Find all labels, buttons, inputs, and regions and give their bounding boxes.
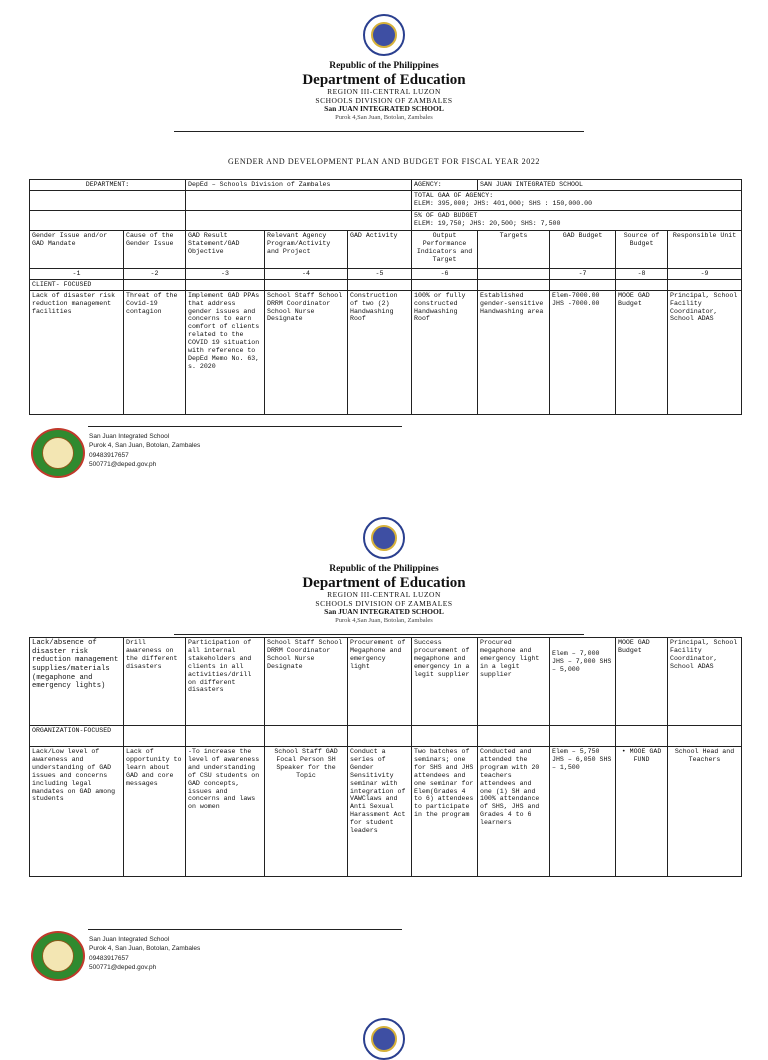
republic-line: Republic of the Philippines (329, 61, 439, 71)
table-cell: Elem – 7,000 JHS – 7,000 SHS – 5,000 (550, 638, 616, 726)
school-logo-icon (31, 428, 85, 478)
column-header: Responsible Unit (668, 230, 742, 268)
table-cell: Procured megaphone and emergency light in a legit supplier (478, 638, 550, 726)
section-label-organization: ORGANIZATION-FOCUSED (30, 726, 124, 747)
table-cell: Implement GAD PPAs that address gender issues and concerns to earn comfort of clients related to the COVID 19 situation with reference to DepEd Memo No. 63, s. 2020 (186, 290, 265, 414)
table-cell: 100% or fully constructed Handwashing Roof (412, 290, 478, 414)
gad-plan-table (29, 179, 742, 415)
column-number (478, 268, 550, 279)
table-cell: Success procurement of megaphone and emergency in a legit supplier (412, 638, 478, 726)
footer-address: Purok 4, San Juan, Botolan, Zambales (89, 442, 201, 450)
plan-title: GENDER AND DEVELOPMENT PLAN AND BUDGET FOR FISCAL YEAR 2022 (227, 157, 541, 166)
total-gaa-value: ELEM: 395,000; JHS: 401,000; SHS : 150,000.00 (414, 199, 593, 207)
department-value: DepEd – Schools Division of Zambales (186, 180, 412, 191)
column-number: -9 (668, 268, 742, 279)
column-number: -8 (616, 268, 668, 279)
republic-line: Republic of the Philippines (329, 564, 439, 574)
agency-value: SAN JUAN INTEGRATED SCHOOL (478, 180, 742, 191)
column-header: GAD Activity (348, 230, 412, 268)
school-line: San JUAN INTEGRATED SCHOOL (324, 104, 444, 114)
table-row (30, 747, 742, 877)
region-line: REGION III-CENTRAL LUZON (327, 590, 441, 600)
table-row (30, 290, 742, 414)
footer-school: San Juan Integrated School (89, 433, 170, 440)
table-cell: Drill awareness on the different disasters (124, 638, 186, 726)
table-cell: Lack/Low level of awareness and understanding of GAD issues and concerns including legal mandates on GAD among students (30, 747, 124, 877)
gad-budget-label: 5% OF GAD BUDGET (414, 211, 478, 219)
footer-email: 500771@deped.gov.ph (89, 964, 157, 972)
column-header-row (30, 230, 742, 268)
table-cell: MOOE GAD Budget (616, 638, 668, 726)
table-cell: School Staff GAD Focal Person SH Speaker for the Topic (265, 747, 348, 877)
column-header: Targets (478, 230, 550, 268)
header-divider (174, 131, 584, 132)
department-title: Department of Education (302, 574, 466, 591)
table-cell: Principal, School Facility Coordinator, School ADAS (668, 638, 742, 726)
total-gaa-cell (412, 190, 742, 210)
address-line: Purok 4,San Juan, Botolan, Zambales (335, 616, 433, 624)
table-cell: Lack/absence of disaster risk reduction management supplies/materials (megaphone and emergency lights) (30, 638, 124, 726)
footer-email: 500771@deped.gov.ph (89, 461, 157, 469)
table-cell: Procurement of Megaphone and emergency light (348, 638, 412, 726)
table-cell: • MOOE GAD FUND (616, 747, 668, 877)
region-line: REGION III-CENTRAL LUZON (327, 87, 441, 97)
school-logo-icon (31, 931, 85, 981)
table-cell: Threat of the Covid-19 contagion (124, 290, 186, 414)
column-header: Relevant Agency Program/Activity and Project (265, 230, 348, 268)
table-cell: Construction of two (2) Handwashing Roof (348, 290, 412, 414)
table-cell: School Staff School DRRM Coordinator School Nurse Designate (265, 638, 348, 726)
column-header: GAD Result Statement/GAD Objective (186, 230, 265, 268)
column-number: -4 (265, 268, 348, 279)
column-number: -6 (412, 268, 478, 279)
footer-divider (88, 929, 402, 930)
column-number: -1 (30, 268, 124, 279)
footer-divider (88, 426, 402, 427)
letterhead (0, 61, 768, 121)
table-row (30, 638, 742, 726)
table-cell: Elem – 5,750 JHS – 6,050 SHS – 1,500 (550, 747, 616, 877)
footer-phone: 09483917657 (89, 954, 129, 962)
table-cell: MOOE GAD Budget (616, 290, 668, 414)
column-number: -2 (124, 268, 186, 279)
letterhead (0, 564, 768, 624)
footer-phone: 09483917657 (89, 451, 129, 459)
division-line: SCHOOLS DIVISION OF ZAMBALES (315, 95, 453, 105)
table-cell: Conducted and attended the program with 20 teachers attendees and one (1) SH and 100% attendance of SHS, JHS and Grades 4 to 6 learners (478, 747, 550, 877)
gad-plan-table-continued (29, 637, 742, 877)
table-cell: Established gender-sensitive Handwashing area (478, 290, 550, 414)
section-label-client: CLIENT- FOCUSED (30, 279, 124, 290)
table-cell: Conduct a series of Gender Sensitivity seminar with integration of VAWClaws and Anti Sexual Harassment Act for student leaders (348, 747, 412, 877)
footer-address: Purok 4, San Juan, Botolan, Zambales (89, 945, 201, 953)
table-cell: Lack of opportunity to learn about GAD and core messages (124, 747, 186, 877)
deped-seal-icon (363, 14, 405, 56)
gad-budget-cell (412, 210, 742, 230)
agency-label: AGENCY: (412, 180, 478, 191)
division-line: SCHOOLS DIVISION OF ZAMBALES (315, 598, 453, 608)
table-cell: Participation of all internal stakeholders and clients in all activities/drill on different disasters (186, 638, 265, 726)
address-line: Purok 4,San Juan, Botolan, Zambales (335, 113, 433, 121)
column-number-row (30, 268, 742, 279)
table-cell: Lack of disaster risk reduction management facilities (30, 290, 124, 414)
gad-budget-value: ELEM: 19,750; JHS: 20,500; SHS: 7,500 (414, 219, 561, 227)
column-header: Gender Issue and/or GAD Mandate (30, 230, 124, 268)
column-number: -3 (186, 268, 265, 279)
column-header: Source of Budget (616, 230, 668, 268)
header-divider (174, 634, 584, 635)
footer-contact (89, 935, 200, 973)
table-cell: School Head and Teachers (668, 747, 742, 877)
table-cell: Principal, School Facility Coordinator, School ADAS (668, 290, 742, 414)
table-cell: -To increase the level of awareness and understanding of CSU students on GAD concepts, issues and concerns and laws on women (186, 747, 265, 877)
school-line: San JUAN INTEGRATED SCHOOL (324, 607, 444, 617)
column-number: -7 (550, 268, 616, 279)
footer-contact (89, 432, 200, 470)
column-header: GAD Budget (550, 230, 616, 268)
column-header: Cause of the Gender Issue (124, 230, 186, 268)
footer-school: San Juan Integrated School (89, 936, 170, 943)
department-title: Department of Education (302, 71, 466, 88)
total-gaa-label: TOTAL GAA OF AGENCY: (414, 191, 494, 199)
deped-seal-icon (363, 1018, 405, 1060)
column-header: Output Performance Indicators and Target (412, 230, 478, 268)
column-number: -5 (348, 268, 412, 279)
table-cell: Two batches of seminars; one for SHS and JHS attendees and one seminar for Elem(Grades 4 to 6) attendees to participate in the program (412, 747, 478, 877)
table-cell: Elem-7000.00 JHS -7000.00 (550, 290, 616, 414)
department-label: DEPARTMENT: (30, 180, 186, 191)
deped-seal-icon (363, 517, 405, 559)
table-cell: School Staff School DRRM Coordinator School Nurse Designate (265, 290, 348, 414)
